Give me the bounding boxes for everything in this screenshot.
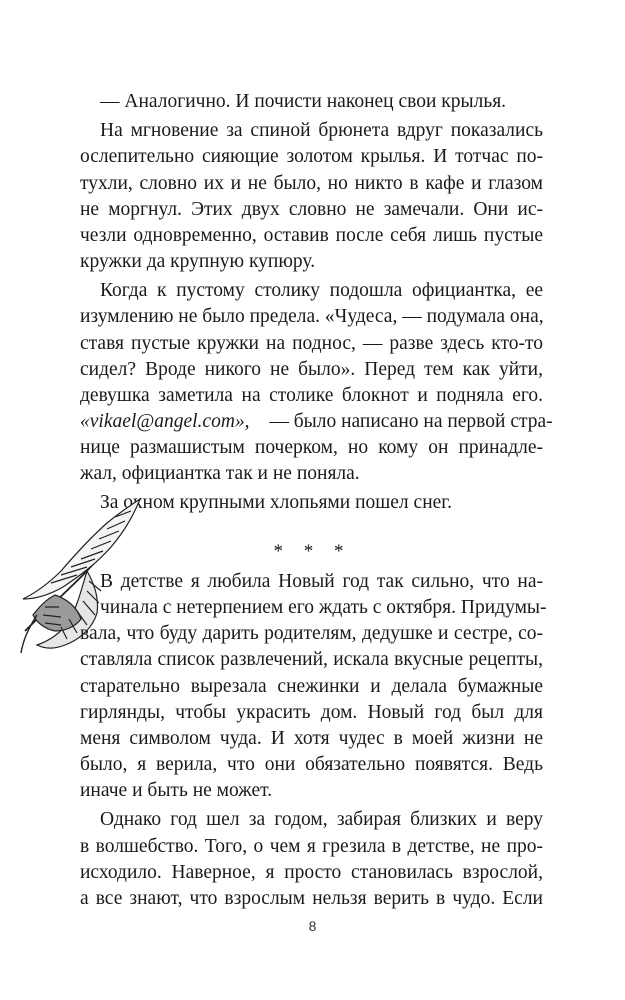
text-line: в волшебство. Того, о чем я грезила в детстве, не про- (80, 836, 543, 857)
text-line: За окном крупными хлопьями пошел снег. (100, 492, 452, 513)
text-line: гирлянды, чтобы украсить дом. Новый год был для (80, 702, 543, 723)
email-text: «vikael@angel.com», (80, 411, 250, 432)
text-line: нице размашистым почерком, но кому он принадле- (80, 437, 543, 458)
text-line: ставляла список развлечений, искала вкусные рецепты, (80, 649, 543, 670)
text-line: а все знают, что взрослым нельзя верить в чудо. Если (80, 888, 543, 909)
text-line: вала, что буду дарить родителям, дедушке и сестре, со- (80, 623, 543, 644)
text-line: иначе и быть не может. (80, 780, 273, 801)
text-line: На мгновение за спиной брюнета вдруг показались (100, 120, 543, 141)
text-line: исходило. Наверное, я просто становилась взрослой, (80, 862, 543, 883)
page-number: 8 (308, 918, 317, 934)
text-line: было, я верила, что они обязательно появятся. Ведь (80, 754, 543, 775)
text-line-with-email (80, 408, 553, 436)
text-line: ставя пустые кружки на поднос, — разве здесь кто-то (80, 333, 543, 354)
text-line: кружки да крупную купюру. (80, 251, 316, 272)
text-line: девушка заметила на столике блокнот и подняла его. (80, 385, 543, 406)
text-line: тухли, словно их и не было, но никто в кафе и глазом (80, 173, 543, 194)
text-line-rest: — было написано на первой стра- (269, 411, 553, 432)
text-line: жал, официантка так и не поняла. (80, 463, 360, 484)
text-line: — Аналогично. И почисти наконец свои крылья. (100, 91, 507, 112)
text-line: чинала с нетерпением его ждать с октября. Придумы- (100, 597, 547, 618)
text-line: ослепительно сияющие золотом крылья. И тотчас по- (80, 146, 543, 167)
scene-separator: * * * (273, 541, 352, 562)
text-line: изумлению не было предела. «Чудеса, — подумала она, (80, 306, 544, 327)
text-line: Когда к пустому столику подошла официантка, ее (100, 280, 543, 301)
text-line: В детстве я любила Новый год так сильно, что на- (100, 571, 543, 592)
text-line: чезли одновременно, оставив после себя лишь пустые (80, 225, 543, 246)
text-line: меня символом чуда. И хотя чудес в моей жизни не (80, 728, 543, 749)
text-line: не моргнул. Этих двух словно не замечали. Они ис- (80, 199, 543, 220)
text-line: сидел? Вроде никого не было». Перед тем как уйти, (80, 359, 543, 380)
text-line: Однако год шел за годом, забирая близких и веру (100, 809, 543, 830)
text-line: старательно вырезала снежинки и делала бумажные (80, 676, 543, 697)
